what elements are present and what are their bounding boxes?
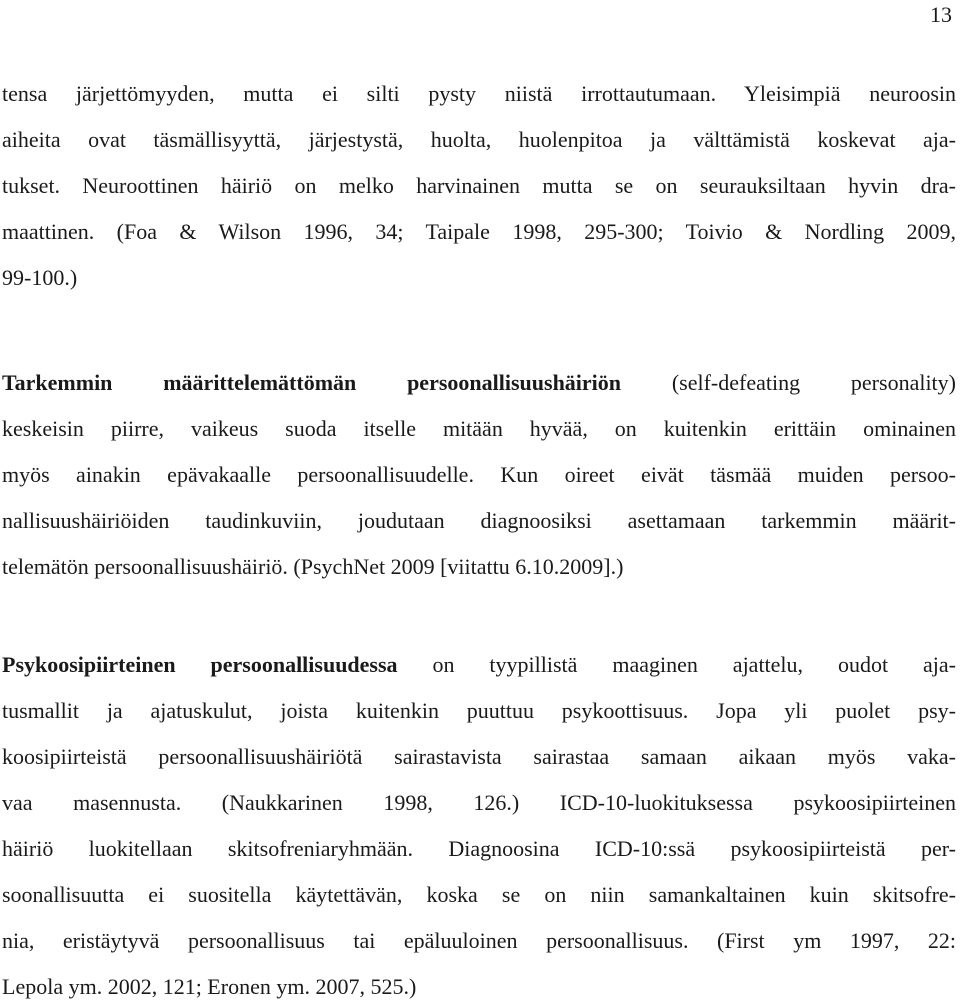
text-line: nallisuushäiriöiden taudinkuviin, joudutaan diagnoosiksi asettamaan tarkemmin määrit- (2, 508, 956, 533)
term-heading: Psykoosipiirteinen persoonallisuudessa (2, 652, 398, 677)
text-line: nia, eristäytyvä persoonallisuus tai epäluuloinen persoonallisuus. (First ym 1997, 22: (2, 928, 956, 953)
text-line: vaa masennusta. (Naukkarinen 1998, 126.) ICD-10-luokituksessa psykoosipiirteinen (2, 790, 956, 815)
term-heading: Tarkemmin määrittelemättömän persoonallisuushäiriön (2, 370, 622, 395)
text-line: tensa järjettömyyden, mutta ei silti pysty niistä irrottautumaan. Yleisimpiä neuroosin (2, 81, 956, 106)
text-line-with-term (2, 652, 956, 678)
text-line: tusmallit ja ajatuskulut, joista kuitenkin puuttuu psykoottisuus. Jopa yli puolet psy- (2, 698, 956, 723)
text-line: häiriö luokitellaan skitsofreniaryhmään. Diagnoosina ICD-10:ssä psykoosipiirteistä per- (2, 836, 956, 861)
text-line: keskeisin piirre, vaikeus suoda itselle mitään hyvää, on kuitenkin erittäin ominainen (2, 416, 956, 441)
text-span: on tyypillistä maaginen ajattelu, oudot aja- (397, 652, 956, 677)
text-line: soonallisuutta ei suositella käytettävän, koska se on niin samankaltainen kuin skitsofre- (2, 882, 956, 907)
text-line: Lepola ym. 2002, 121; Eronen ym. 2007, 525.) (2, 974, 417, 999)
text-line: 99-100.) (2, 265, 78, 290)
text-line: telemätön persoonallisuushäiriö. (PsychNet 2009 [viitattu 6.10.2009].) (2, 554, 624, 579)
text-line: koosipiirteistä persoonallisuushäiriötä sairastavista sairastaa samaan aikaan myös vaka- (2, 744, 956, 769)
text-line-with-term (2, 370, 956, 396)
text-line: myös ainakin epävakaalle persoonallisuudelle. Kun oireet eivät täsmää muiden persoo- (2, 462, 956, 487)
text-span: (self-defeating personality) (621, 370, 956, 395)
text-line: maattinen. (Foa & Wilson 1996, 34; Taipale 1998, 295-300; Toivio & Nordling 2009, (2, 219, 956, 244)
text-line: tukset. Neuroottinen häiriö on melko harvinainen mutta se on seurauksiltaan hyvin dra- (2, 173, 956, 198)
page-number: 13 (930, 2, 952, 27)
text-line: aiheita ovat täsmällisyyttä, järjestystä, huolta, huolenpitoa ja välttämistä koskevat aja- (2, 127, 956, 152)
